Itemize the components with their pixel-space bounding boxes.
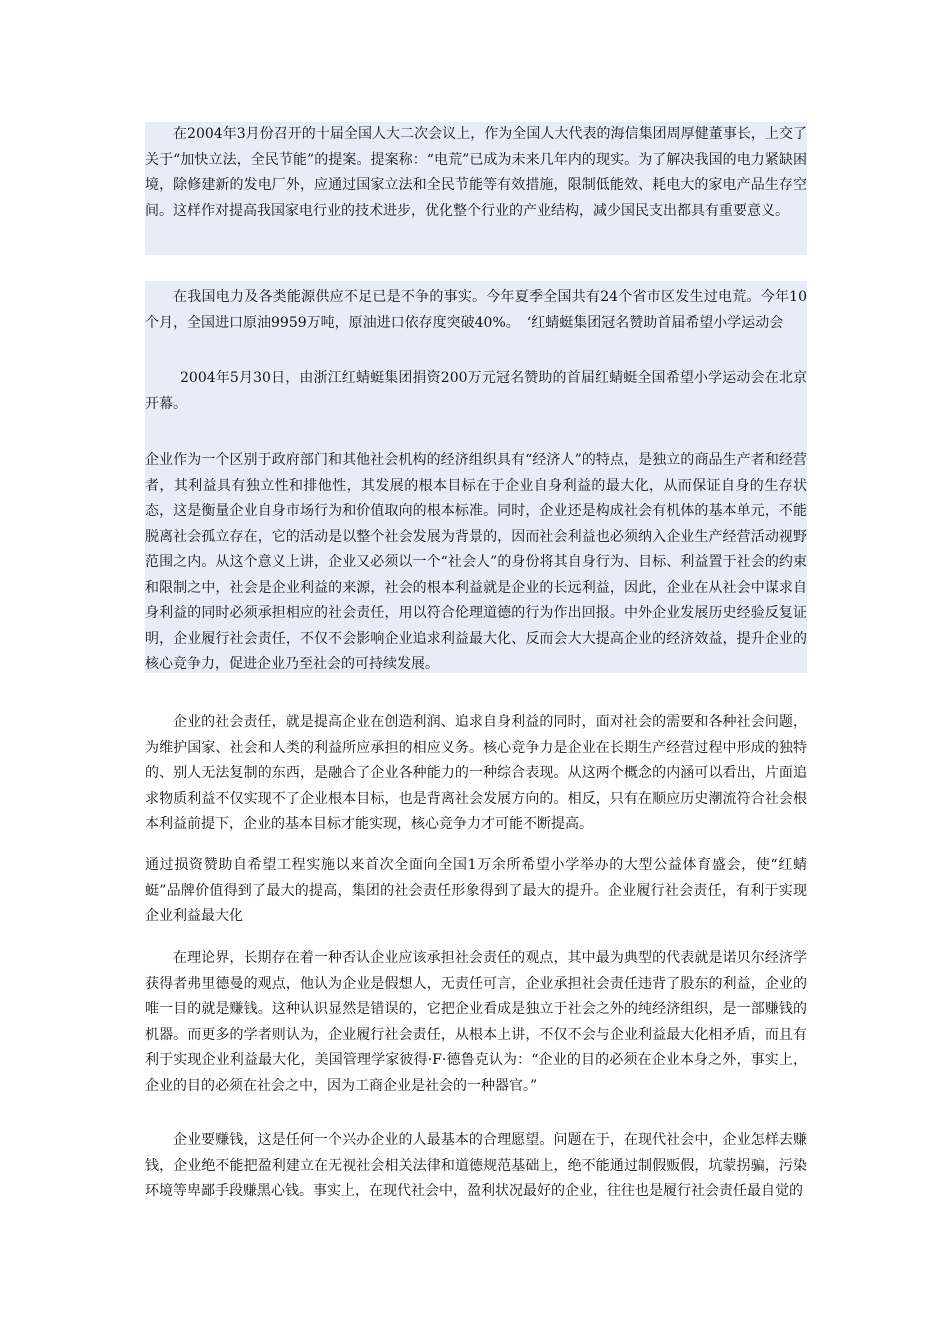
paragraph-6: 通过损资赞助自希望工程实施以来首次全面向全国1万余所希望小学举办的大型公益体育盛会，使“红蜻蜓”品牌价值得到了最大的提高，集团的社会责任形象得到了最大的提升。企业履行社会责任，有利于实现企业利益最大化 (145, 857, 807, 924)
paragraph-2: 在我国电力及各类能源供应不足已是不争的事实。今年夏季全国共有24个省市区发生过电荒。今年10个月，全国进口原油9959万吨，原油进口依存度突破40%。 ‘红蜻蜓集团冠名赞助首届希望小学运动会 (145, 289, 807, 331)
paragraph-8: 企业要赚钱，这是任何一个兴办企业的人最基本的合理愿望。问题在于，在现代社会中，企业怎样去赚钱，企业绝不能把盈利建立在无视社会相关法律和道德规范基础上，绝不能通过制假贩假，坑蒙拐骗，污染环境等卑鄙手段赚黑心钱。事实上，在现代社会中，盈利状况最好的企业，往往也是履行社会责任最自觉的 (145, 1132, 807, 1199)
paragraph-4: 企业作为一个区别于政府部门和其他社会机构的经济组织具有“经济人”的特点，是独立的商品生产者和经营者，其利益具有独立性和排他性，其发展的根本目标在于企业自身利益的最大化，从而保证自身的生存状态，这是衡量企业自身市场行为和价值取向的根本标准。同时，企业还是构成社会有机体的基本单元，不能脱离社会孤立存在，它的活动是以整个社会发展为背景的，因而社会利益也必须纳入企业生产经营活动视野范围之内。从这个意义上讲，企业又必须以一个“社会人”的身份将其自身行为、目标、利益置于社会的约束和限制之中，社会是企业利益的来源，社会的根本利益就是企业的长远利益，因此，企业在从社会中谋求自身利益的同时必须承担相应的社会责任，用以符合伦理道德的行为作出回报。中外企业发展历史经验反复证明，企业履行社会责任，不仅不会影响企业追求利益最大化、反而会大大提高企业的经济效益，提升企业的核心竞争力，促进企业乃至社会的可持续发展。 (145, 452, 807, 672)
paragraph-3: 2004年5月30日，由浙江红蜻蜓集团捐资200万元冠名赞助的首届红蜻蜓全国希望小学运动会在北京开幕。 (145, 370, 807, 412)
paragraph-1: 在2004年3月份召开的十届全国人大二次会议上，作为全国人大代表的海信集团周厚健董事长，上交了关于“加快立法，全民节能”的提案。提案称：“电荒”已成为未来几年内的现实。为了解决我国的电力紧缺困境，除修建新的发电厂外，应通过国家立法和全民节能等有效措施，限制低能效、耗电大的家电产品生存空间。这样作对提高我国家电行业的技术进步，优化整个行业的产业结构，减少国民支出都具有重要意义。 (145, 126, 807, 219)
paragraph-5: 企业的社会责任，就是提高企业在创造利润、追求自身利益的同时，面对社会的需要和各种社会问题，为维护国家、社会和人类的利益所应承担的相应义务。核心竞争力是企业在长期生产经营过程中形成的独特的、别人无法复制的东西，是融合了企业各种能力的一种综合表现。从这两个概念的内涵可以看出，片面追求物质利益不仅实现不了企业根本目标，也是背离社会发展方向的。相反，只有在顺应历史潮流符合社会根本利益前提下，企业的基本目标才能实现，核心竞争力才可能不断提高。 (145, 714, 807, 832)
paragraph-7: 在理论界，长期存在着一种否认企业应该承担社会责任的观点，其中最为典型的代表就是诺贝尔经济学获得者弗里德曼的观点，他认为企业是假想人，无责任可言，企业承担社会责任违背了股东的利益，企业的唯一目的就是赚钱。这种认识显然是错误的，它把企业看成是独立于社会之外的纯经济组织，是一部赚钱的机器。而更多的学者则认为，企业履行社会责任，从根本上讲，不仅不会与企业利益最大化相矛盾，而且有利于实现企业利益最大化，美国管理学家彼得·F·德鲁克认为：“企业的目的必须在企业本身之外，事实上，企业的目的必须在社会之中，因为工商企业是社会的一种器官。” (145, 950, 807, 1094)
